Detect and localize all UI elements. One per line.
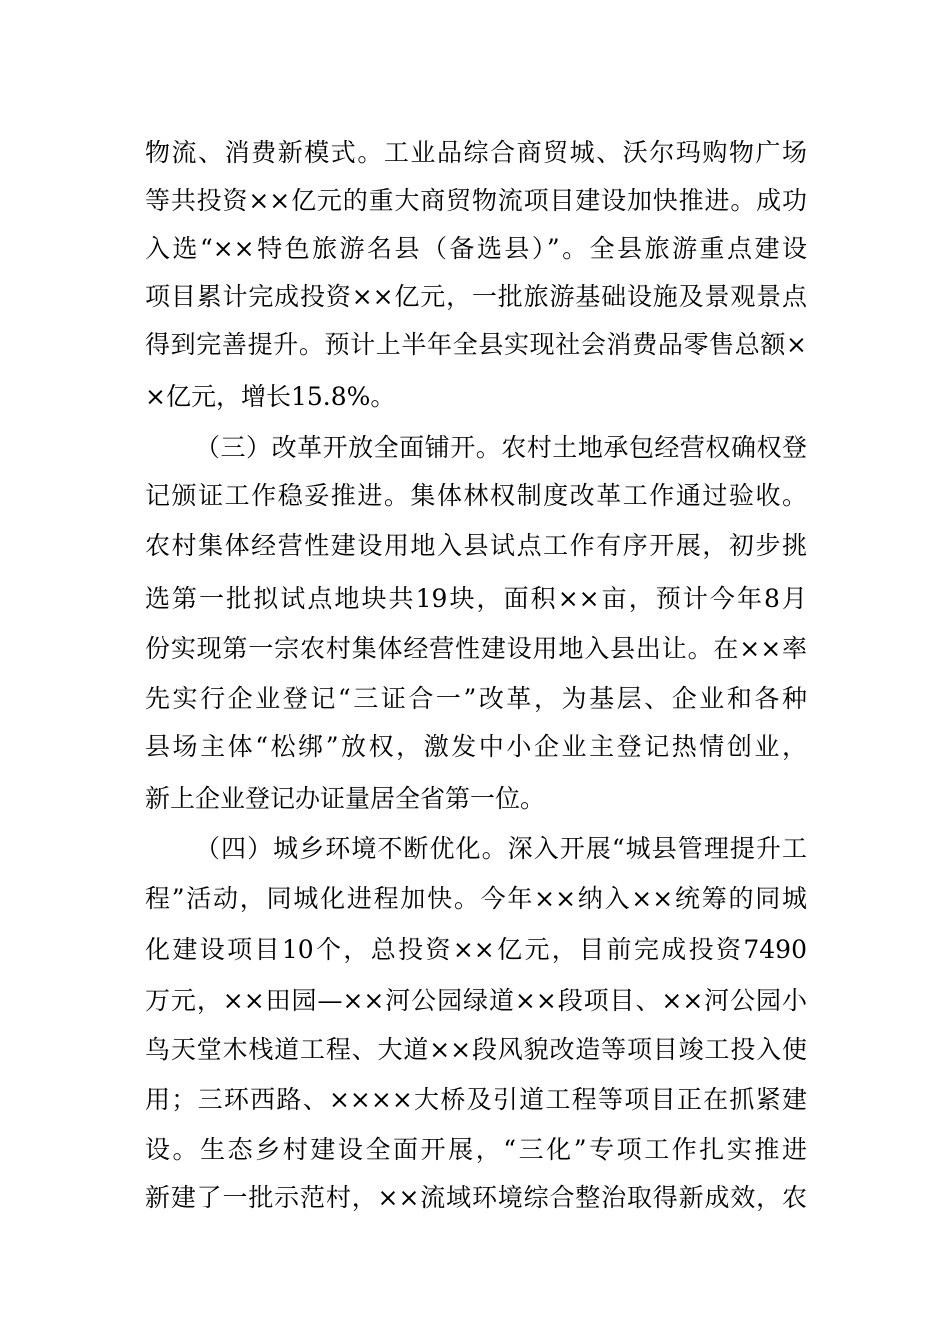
text-line: 万元，××田园—××河公园绿道××段项目、××河公园小 [145, 986, 807, 1015]
paragraph-heading-line: （四）城乡环境不断优化。深入开展“城县管理提升工 [195, 834, 807, 863]
text-line: 化建设项目10个，总投资××亿元，目前完成投资7490 [145, 935, 807, 964]
paragraph-heading-line: （三）改革开放全面铺开。农村土地承包经营权确权登 [195, 433, 807, 462]
text-line: 县场主体“松绑”放权，激发中小企业主登记热情创业， [145, 732, 807, 761]
text-line: 等共投资××亿元的重大商贸物流项目建设加快推进。成功 [145, 186, 807, 215]
text-line: 记颁证工作稳妥推进。集体林权制度改革工作通过验收。 [145, 481, 807, 510]
text-line: 项目累计完成投资××亿元，一批旅游基础设施及景观景点 [145, 282, 807, 311]
text-line: ×亿元，增长15.8%。 [145, 382, 396, 411]
text-line: 份实现第一宗农村集体经营性建设用地入县出让。在××率 [145, 634, 807, 663]
text-line: 得到完善提升。预计上半年全县实现社会消费品零售总额× [145, 330, 807, 359]
text-line: 农村集体经营性建设用地入县试点工作有序开展，初步挑 [145, 531, 807, 560]
text-line: 物流、消费新模式。工业品综合商贸城、沃尔玛购物广场 [145, 138, 807, 167]
text-line: 程”活动，同城化进程加快。今年××纳入××统筹的同城 [145, 884, 807, 913]
text-line: 新建了一批示范村，××流域环境综合整治取得新成效，农 [145, 1183, 807, 1212]
text-line: 设。生态乡村建设全面开展，“三化”专项工作扎实推进 [145, 1135, 807, 1164]
text-line: 鸟天堂木栈道工程、大道××段风貌改造等项目竣工投入使 [145, 1035, 807, 1064]
text-line: 先实行企业登记“三证合一”改革，为基层、企业和各种 [145, 684, 807, 713]
text-line: 用；三环西路、××××大桥及引道工程等项目正在抓紧建 [145, 1085, 807, 1114]
text-line: 新上企业登记办证量居全省第一位。 [145, 784, 546, 813]
text-line: 选第一批拟试点地块共19块，面积××亩，预计今年8月 [145, 584, 807, 613]
text-line: 入选“××特色旅游名县（备选县）”。全县旅游重点建设 [145, 234, 807, 263]
